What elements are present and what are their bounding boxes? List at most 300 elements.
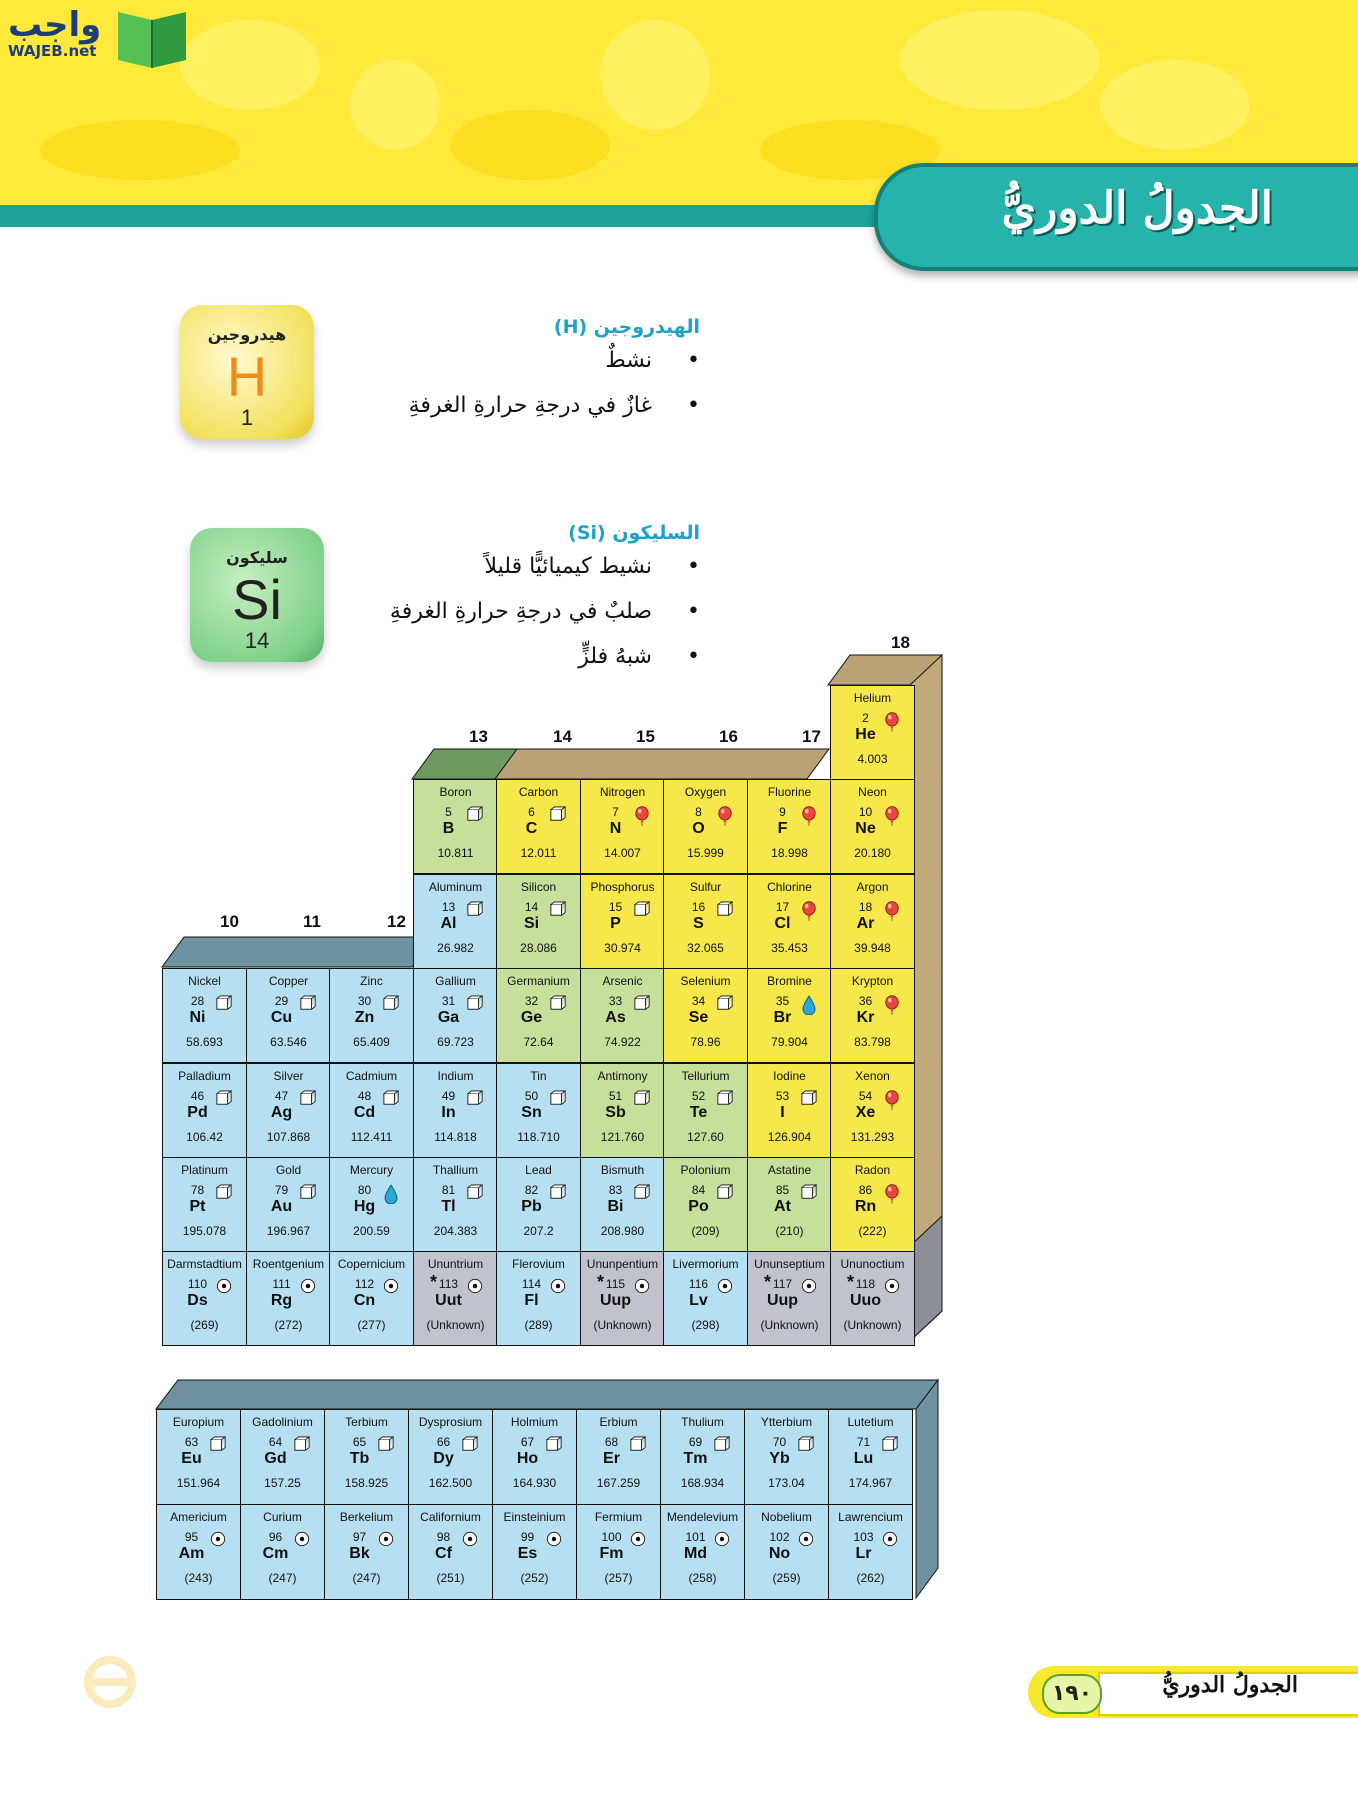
silicon-bullet: • شبهُ فلزٍّ (390, 634, 700, 679)
element-symbol: F (777, 820, 788, 837)
atomic-number: 14 (524, 900, 539, 914)
element-symbol: Lu (853, 1450, 874, 1467)
group-number: 10 (220, 912, 239, 931)
element-name: Nobelium (761, 1510, 812, 1524)
element-symbol: Uuo (849, 1292, 882, 1309)
element-symbol: Te (689, 1104, 708, 1121)
atomic-mass: (222) (858, 1224, 887, 1238)
element-name: Darmstadtium (167, 1257, 242, 1271)
synthetic-target-icon (210, 1531, 226, 1549)
element-symbol: Tl (441, 1198, 456, 1215)
element-cell-pt (162, 1157, 247, 1252)
synthetic-target-icon (383, 1278, 399, 1296)
atomic-number: 48 (357, 1089, 372, 1103)
element-symbol: Dy (433, 1450, 454, 1467)
gas-balloon-icon (801, 901, 817, 919)
element-cell-he (830, 685, 915, 780)
gas-balloon-icon (884, 1090, 900, 1108)
atomic-mass: 157.25 (264, 1476, 301, 1490)
atomic-number: 110 (187, 1277, 208, 1291)
liquid-drop-icon (383, 1184, 399, 1202)
atomic-mass: 173.04 (768, 1476, 805, 1490)
element-cell-uup (747, 1251, 832, 1346)
solid-cube-icon (300, 1184, 316, 1202)
atomic-mass: 12.011 (520, 846, 557, 860)
element-cell-au (246, 1157, 331, 1252)
element-cell-s (663, 874, 748, 969)
atomic-mass: 118.710 (517, 1130, 560, 1144)
solid-cube-icon (882, 1436, 898, 1454)
element-name: Ununseptium (754, 1257, 825, 1271)
synthetic-target-icon (801, 1278, 817, 1296)
synthetic-target-icon (546, 1531, 562, 1549)
unconfirmed-star-icon: * (847, 1272, 855, 1292)
element-symbol: Lv (689, 1292, 708, 1309)
element-cell-uuo (830, 1251, 915, 1346)
solid-cube-icon (717, 901, 733, 919)
element-cell-sb (580, 1063, 665, 1158)
atomic-number: 71 (856, 1435, 871, 1449)
atomic-number: 80 (357, 1183, 372, 1197)
element-cell-fl (496, 1251, 581, 1346)
solid-cube-icon (467, 1184, 483, 1202)
atomic-number: 54 (858, 1089, 873, 1103)
atomic-mass: 28.086 (520, 941, 557, 955)
atomic-mass: (209) (691, 1224, 720, 1238)
element-name: Sulfur (689, 880, 722, 894)
element-symbol: Pd (187, 1104, 208, 1121)
solid-cube-icon (630, 1436, 646, 1454)
element-symbol: Ne (855, 820, 876, 837)
atomic-mass: (257) (604, 1571, 633, 1585)
element-cell-lu (828, 1409, 913, 1505)
solid-cube-icon (798, 1436, 814, 1454)
element-name: Ununpentium (586, 1257, 659, 1271)
atomic-number: 51 (608, 1089, 623, 1103)
atomic-mass: 196.967 (266, 1224, 311, 1238)
atomic-number: 83 (608, 1183, 623, 1197)
atomic-number: 35 (775, 994, 790, 1008)
solid-cube-icon (216, 1184, 232, 1202)
element-symbol: Po (688, 1198, 709, 1215)
element-cell-sn (496, 1063, 581, 1158)
element-name: Lead (525, 1163, 552, 1177)
atomic-number: 81 (441, 1183, 456, 1197)
synthetic-target-icon (300, 1278, 316, 1296)
element-cell-tm (660, 1409, 745, 1505)
silicon-bullet: • نشيط كيميائيًّا قليلاً (390, 544, 700, 589)
element-cell-cf (408, 1504, 493, 1600)
synthetic-target-icon (882, 1531, 898, 1549)
element-symbol: Sb (605, 1104, 626, 1121)
element-symbol: Br (773, 1009, 792, 1026)
element-symbol: Au (270, 1198, 293, 1215)
atomic-mass: 63.546 (270, 1035, 307, 1049)
atomic-mass: (252) (520, 1571, 549, 1585)
atomic-number: 111 (272, 1277, 291, 1291)
element-name: Curium (263, 1510, 302, 1524)
element-symbol: Am (178, 1545, 205, 1562)
element-cell-pd (162, 1063, 247, 1158)
atomic-mass: (269) (190, 1318, 219, 1332)
element-symbol: No (768, 1545, 791, 1562)
atomic-mass: 14.007 (604, 846, 641, 860)
synthetic-target-icon (467, 1278, 483, 1296)
page-title: الجدولُ الدوريُّ (1001, 183, 1273, 234)
element-name: Zinc (360, 974, 383, 988)
atomic-mass: (272) (274, 1318, 303, 1332)
atomic-number: 86 (858, 1183, 873, 1197)
atomic-mass: (247) (268, 1571, 297, 1585)
page-number: ١٩٠ (1042, 1674, 1102, 1714)
atomic-mass: 35.453 (771, 941, 808, 955)
hydrogen-tile-symbol: H (226, 345, 268, 408)
element-cell-pb (496, 1157, 581, 1252)
element-cell-zn (329, 968, 414, 1063)
element-cell-yb (744, 1409, 829, 1505)
atomic-number: 99 (520, 1530, 535, 1544)
element-name: Polonium (680, 1163, 731, 1177)
element-cell-p (580, 874, 665, 969)
element-symbol: I (780, 1104, 785, 1121)
element-symbol: Fm (599, 1545, 624, 1562)
atomic-mass: (258) (688, 1571, 717, 1585)
atomic-number: 85 (775, 1183, 790, 1197)
atomic-mass: (277) (357, 1318, 386, 1332)
element-cell-si (496, 874, 581, 969)
element-symbol: S (693, 915, 704, 932)
element-name: Selenium (680, 974, 731, 988)
element-name: Europium (172, 1415, 225, 1429)
liquid-drop-icon (801, 995, 817, 1013)
group-number: 16 (719, 727, 738, 746)
atomic-number: 10 (858, 805, 873, 819)
element-name: Mercury (349, 1163, 394, 1177)
atomic-number: 9 (779, 805, 786, 819)
element-cell-uut (413, 1251, 498, 1346)
element-name: Xenon (855, 1069, 890, 1083)
element-symbol: Rg (270, 1292, 293, 1309)
element-name: Mendelevium (666, 1510, 739, 1524)
element-symbol: Cl (774, 915, 791, 932)
atomic-mass: 15.999 (687, 846, 724, 860)
atomic-mass: 107.868 (266, 1130, 311, 1144)
atomic-mass: 10.811 (437, 846, 474, 860)
element-name: Holmium (510, 1415, 559, 1429)
group-number: 13 (469, 727, 488, 746)
element-cell-dy (408, 1409, 493, 1505)
element-cell-ag (246, 1063, 331, 1158)
element-symbol: Fl (524, 1292, 539, 1309)
element-symbol: N (609, 820, 622, 837)
element-cell-i (747, 1063, 832, 1158)
atomic-number: 32 (524, 994, 539, 1008)
atomic-mass: 114.818 (434, 1130, 477, 1144)
solid-cube-icon (383, 1090, 399, 1108)
atomic-mass: (289) (524, 1318, 553, 1332)
element-name: Krypton (851, 974, 894, 988)
atomic-mass: 164.930 (512, 1476, 557, 1490)
atomic-number: 52 (691, 1089, 706, 1103)
element-symbol: Ge (520, 1009, 543, 1026)
element-name: Tellurium (681, 1069, 730, 1083)
element-name: Germanium (507, 974, 570, 988)
atomic-mass: 83.798 (854, 1035, 891, 1049)
hydrogen-tile-number: 1 (240, 405, 254, 430)
atomic-mass: 131.293 (850, 1130, 895, 1144)
atomic-mass: 174.967 (848, 1476, 893, 1490)
element-name: Fermium (594, 1510, 643, 1524)
element-cell-c (496, 779, 581, 874)
atomic-number: 47 (274, 1089, 289, 1103)
silicon-tile-name: سليكون (226, 548, 288, 567)
atomic-number: 98 (436, 1530, 451, 1544)
element-name: Terbium (345, 1415, 388, 1429)
solid-cube-icon (546, 1436, 562, 1454)
solid-cube-icon (216, 1090, 232, 1108)
atomic-mass: 58.693 (186, 1035, 223, 1049)
group-number: 18 (891, 633, 910, 652)
atomic-number: 115 (605, 1277, 626, 1291)
element-name: Thallium (432, 1163, 479, 1177)
synthetic-target-icon (378, 1531, 394, 1549)
atomic-number: 100 (601, 1530, 622, 1544)
atomic-number: 8 (695, 805, 702, 819)
atomic-number: 50 (524, 1089, 539, 1103)
element-cell-b (413, 779, 498, 874)
element-cell-bk (324, 1504, 409, 1600)
atomic-number: 69 (688, 1435, 703, 1449)
atomic-mass: 32.065 (687, 941, 724, 955)
element-name: Erbium (599, 1415, 638, 1429)
element-symbol: Bk (349, 1545, 370, 1562)
atomic-mass: 20.180 (854, 846, 891, 860)
atomic-mass: 127.60 (687, 1130, 724, 1144)
solid-cube-icon (300, 1090, 316, 1108)
atomic-number: 103 (853, 1530, 874, 1544)
element-symbol: Cm (262, 1545, 289, 1562)
atomic-mass: 30.974 (604, 941, 641, 955)
element-symbol: Uut (435, 1292, 462, 1309)
atomic-mass: 74.922 (604, 1035, 641, 1049)
element-cell-br (747, 968, 832, 1063)
unconfirmed-star-icon: * (764, 1272, 772, 1292)
element-name: Americium (170, 1510, 227, 1524)
element-symbol: Lr (855, 1545, 872, 1562)
element-name: Gadolinium (252, 1415, 313, 1429)
atomic-number: 78 (190, 1183, 205, 1197)
element-symbol: Uup (599, 1292, 632, 1309)
atomic-mass: (259) (772, 1571, 801, 1585)
element-symbol: Tm (683, 1450, 708, 1467)
element-name: Platinum (181, 1163, 228, 1177)
element-name: Ununoctium (840, 1257, 905, 1271)
element-cell-er (576, 1409, 661, 1505)
solid-cube-icon (210, 1436, 226, 1454)
element-name: Gold (275, 1163, 302, 1177)
element-symbol: Hg (353, 1198, 376, 1215)
element-cell-ge (496, 968, 581, 1063)
element-symbol: C (525, 820, 538, 837)
atomic-number: 46 (190, 1089, 205, 1103)
element-name: Silicon (520, 880, 557, 894)
silicon-tile-symbol: Si (232, 568, 282, 631)
solid-cube-icon (383, 995, 399, 1013)
solid-cube-icon (550, 1184, 566, 1202)
element-symbol: Ar (856, 915, 875, 932)
element-symbol: O (692, 820, 705, 837)
solid-cube-icon (634, 995, 650, 1013)
gas-balloon-icon (884, 995, 900, 1013)
element-cell-ds (162, 1251, 247, 1346)
element-name: Nickel (188, 974, 221, 988)
element-name: Gallium (435, 974, 476, 988)
gas-balloon-icon (634, 806, 650, 824)
atomic-number: 114 (521, 1277, 542, 1291)
atomic-mass: (210) (775, 1224, 804, 1238)
atomic-number: 102 (769, 1530, 790, 1544)
solid-cube-icon (801, 1090, 817, 1108)
solid-cube-icon (462, 1436, 478, 1454)
solid-cube-icon (294, 1436, 310, 1454)
logo-arabic: واجب (8, 5, 102, 45)
atomic-number: 95 (184, 1530, 199, 1544)
atomic-mass: 121.760 (600, 1130, 645, 1144)
element-cell-cn (329, 1251, 414, 1346)
element-cell-lr (828, 1504, 913, 1600)
watermark-logo (78, 1642, 142, 1712)
element-symbol: Ga (437, 1009, 460, 1026)
atomic-mass: (251) (436, 1571, 465, 1585)
element-name: Nitrogen (599, 785, 646, 799)
atomic-mass: 208.980 (600, 1224, 645, 1238)
element-name: Copper (268, 974, 309, 988)
atomic-number: 101 (685, 1530, 706, 1544)
element-symbol: As (605, 1009, 626, 1026)
hydrogen-bullet: • غازٌ في درجةِ حرارةِ الغرفةِ (409, 383, 700, 428)
element-cell-tl (413, 1157, 498, 1252)
element-symbol: Zn (354, 1009, 375, 1026)
atomic-number: 17 (775, 900, 790, 914)
element-cell-at (747, 1157, 832, 1252)
element-symbol: Ds (187, 1292, 208, 1309)
synthetic-target-icon (634, 1278, 650, 1296)
solid-cube-icon (467, 1090, 483, 1108)
footer-chapter-label: الجدولُ الدوريُّ (1162, 1672, 1298, 1698)
atomic-mass: 207.2 (523, 1224, 554, 1238)
element-name: Californium (420, 1510, 481, 1524)
silicon-heading: السليكون (Si) (568, 522, 700, 544)
element-name: Neon (858, 785, 887, 799)
element-cell-ar (830, 874, 915, 969)
element-symbol: Md (683, 1545, 708, 1562)
synthetic-target-icon (630, 1531, 646, 1549)
atomic-number: 7 (612, 805, 619, 819)
gas-balloon-icon (717, 806, 733, 824)
synthetic-target-icon (884, 1278, 900, 1296)
element-cell-no (744, 1504, 829, 1600)
element-symbol: Pt (189, 1198, 206, 1215)
atomic-mass: 162.500 (428, 1476, 473, 1490)
element-cell-ni (162, 968, 247, 1063)
element-cell-es (492, 1504, 577, 1600)
atomic-mass: 78.96 (690, 1035, 721, 1049)
synthetic-target-icon (714, 1531, 730, 1549)
atomic-mass: (243) (184, 1571, 213, 1585)
atomic-mass: 18.998 (771, 846, 808, 860)
atomic-number: 53 (775, 1089, 790, 1103)
element-name: Roentgenium (252, 1257, 325, 1271)
element-name: Bromine (767, 974, 812, 988)
group-number: 15 (636, 727, 655, 746)
synthetic-target-icon (798, 1531, 814, 1549)
atomic-number: 116 (688, 1277, 709, 1291)
element-name: Chlorine (767, 880, 812, 894)
atomic-number: 29 (274, 994, 289, 1008)
element-name: Berkelium (339, 1510, 394, 1524)
solid-cube-icon (717, 1184, 733, 1202)
element-cell-hg (329, 1157, 414, 1252)
atomic-mass: 126.904 (767, 1130, 812, 1144)
element-cell-cd (329, 1063, 414, 1158)
atomic-mass: 167.259 (596, 1476, 641, 1490)
atomic-number: 113 (438, 1277, 459, 1291)
element-name: Lutetium (847, 1415, 894, 1429)
element-cell-uup (580, 1251, 665, 1346)
solid-cube-icon (550, 1090, 566, 1108)
element-cell-eu (156, 1409, 241, 1505)
atomic-number: 49 (441, 1089, 456, 1103)
element-name: Arsenic (602, 974, 643, 988)
group-number: 12 (387, 912, 406, 931)
solid-cube-icon (467, 901, 483, 919)
element-cell-rn (830, 1157, 915, 1252)
atomic-number: 112 (354, 1277, 375, 1291)
element-cell-n (580, 779, 665, 874)
element-symbol: Kr (856, 1009, 875, 1026)
atomic-mass: (247) (352, 1571, 381, 1585)
element-symbol: Cu (270, 1009, 293, 1026)
atomic-number: 70 (772, 1435, 787, 1449)
element-cell-ne (830, 779, 915, 874)
element-cell-kr (830, 968, 915, 1063)
gas-balloon-icon (884, 1184, 900, 1202)
element-name: Thulium (681, 1415, 724, 1429)
element-symbol: Al (440, 915, 457, 932)
atomic-mass: 4.003 (857, 752, 888, 766)
atomic-mass: 39.948 (854, 941, 891, 955)
solid-cube-icon (550, 806, 566, 824)
watermark-icon (78, 1642, 142, 1712)
atomic-mass: (Unknown) (426, 1318, 485, 1332)
atomic-mass: (Unknown) (843, 1318, 902, 1332)
element-name: Indium (437, 1069, 474, 1083)
element-symbol: Sn (521, 1104, 542, 1121)
atomic-mass: 112.411 (350, 1130, 393, 1144)
atomic-number: 68 (604, 1435, 619, 1449)
element-symbol: Ni (189, 1009, 206, 1026)
element-symbol: Uup (766, 1292, 799, 1309)
atomic-mass: (Unknown) (760, 1318, 819, 1332)
element-symbol: Bi (607, 1198, 624, 1215)
element-symbol: B (442, 820, 455, 837)
element-symbol: At (774, 1198, 791, 1215)
element-symbol: Cn (353, 1292, 376, 1309)
element-cell-gd (240, 1409, 325, 1505)
atomic-number: 63 (184, 1435, 199, 1449)
atomic-mass: 106.42 (186, 1130, 223, 1144)
element-cell-fm (576, 1504, 661, 1600)
